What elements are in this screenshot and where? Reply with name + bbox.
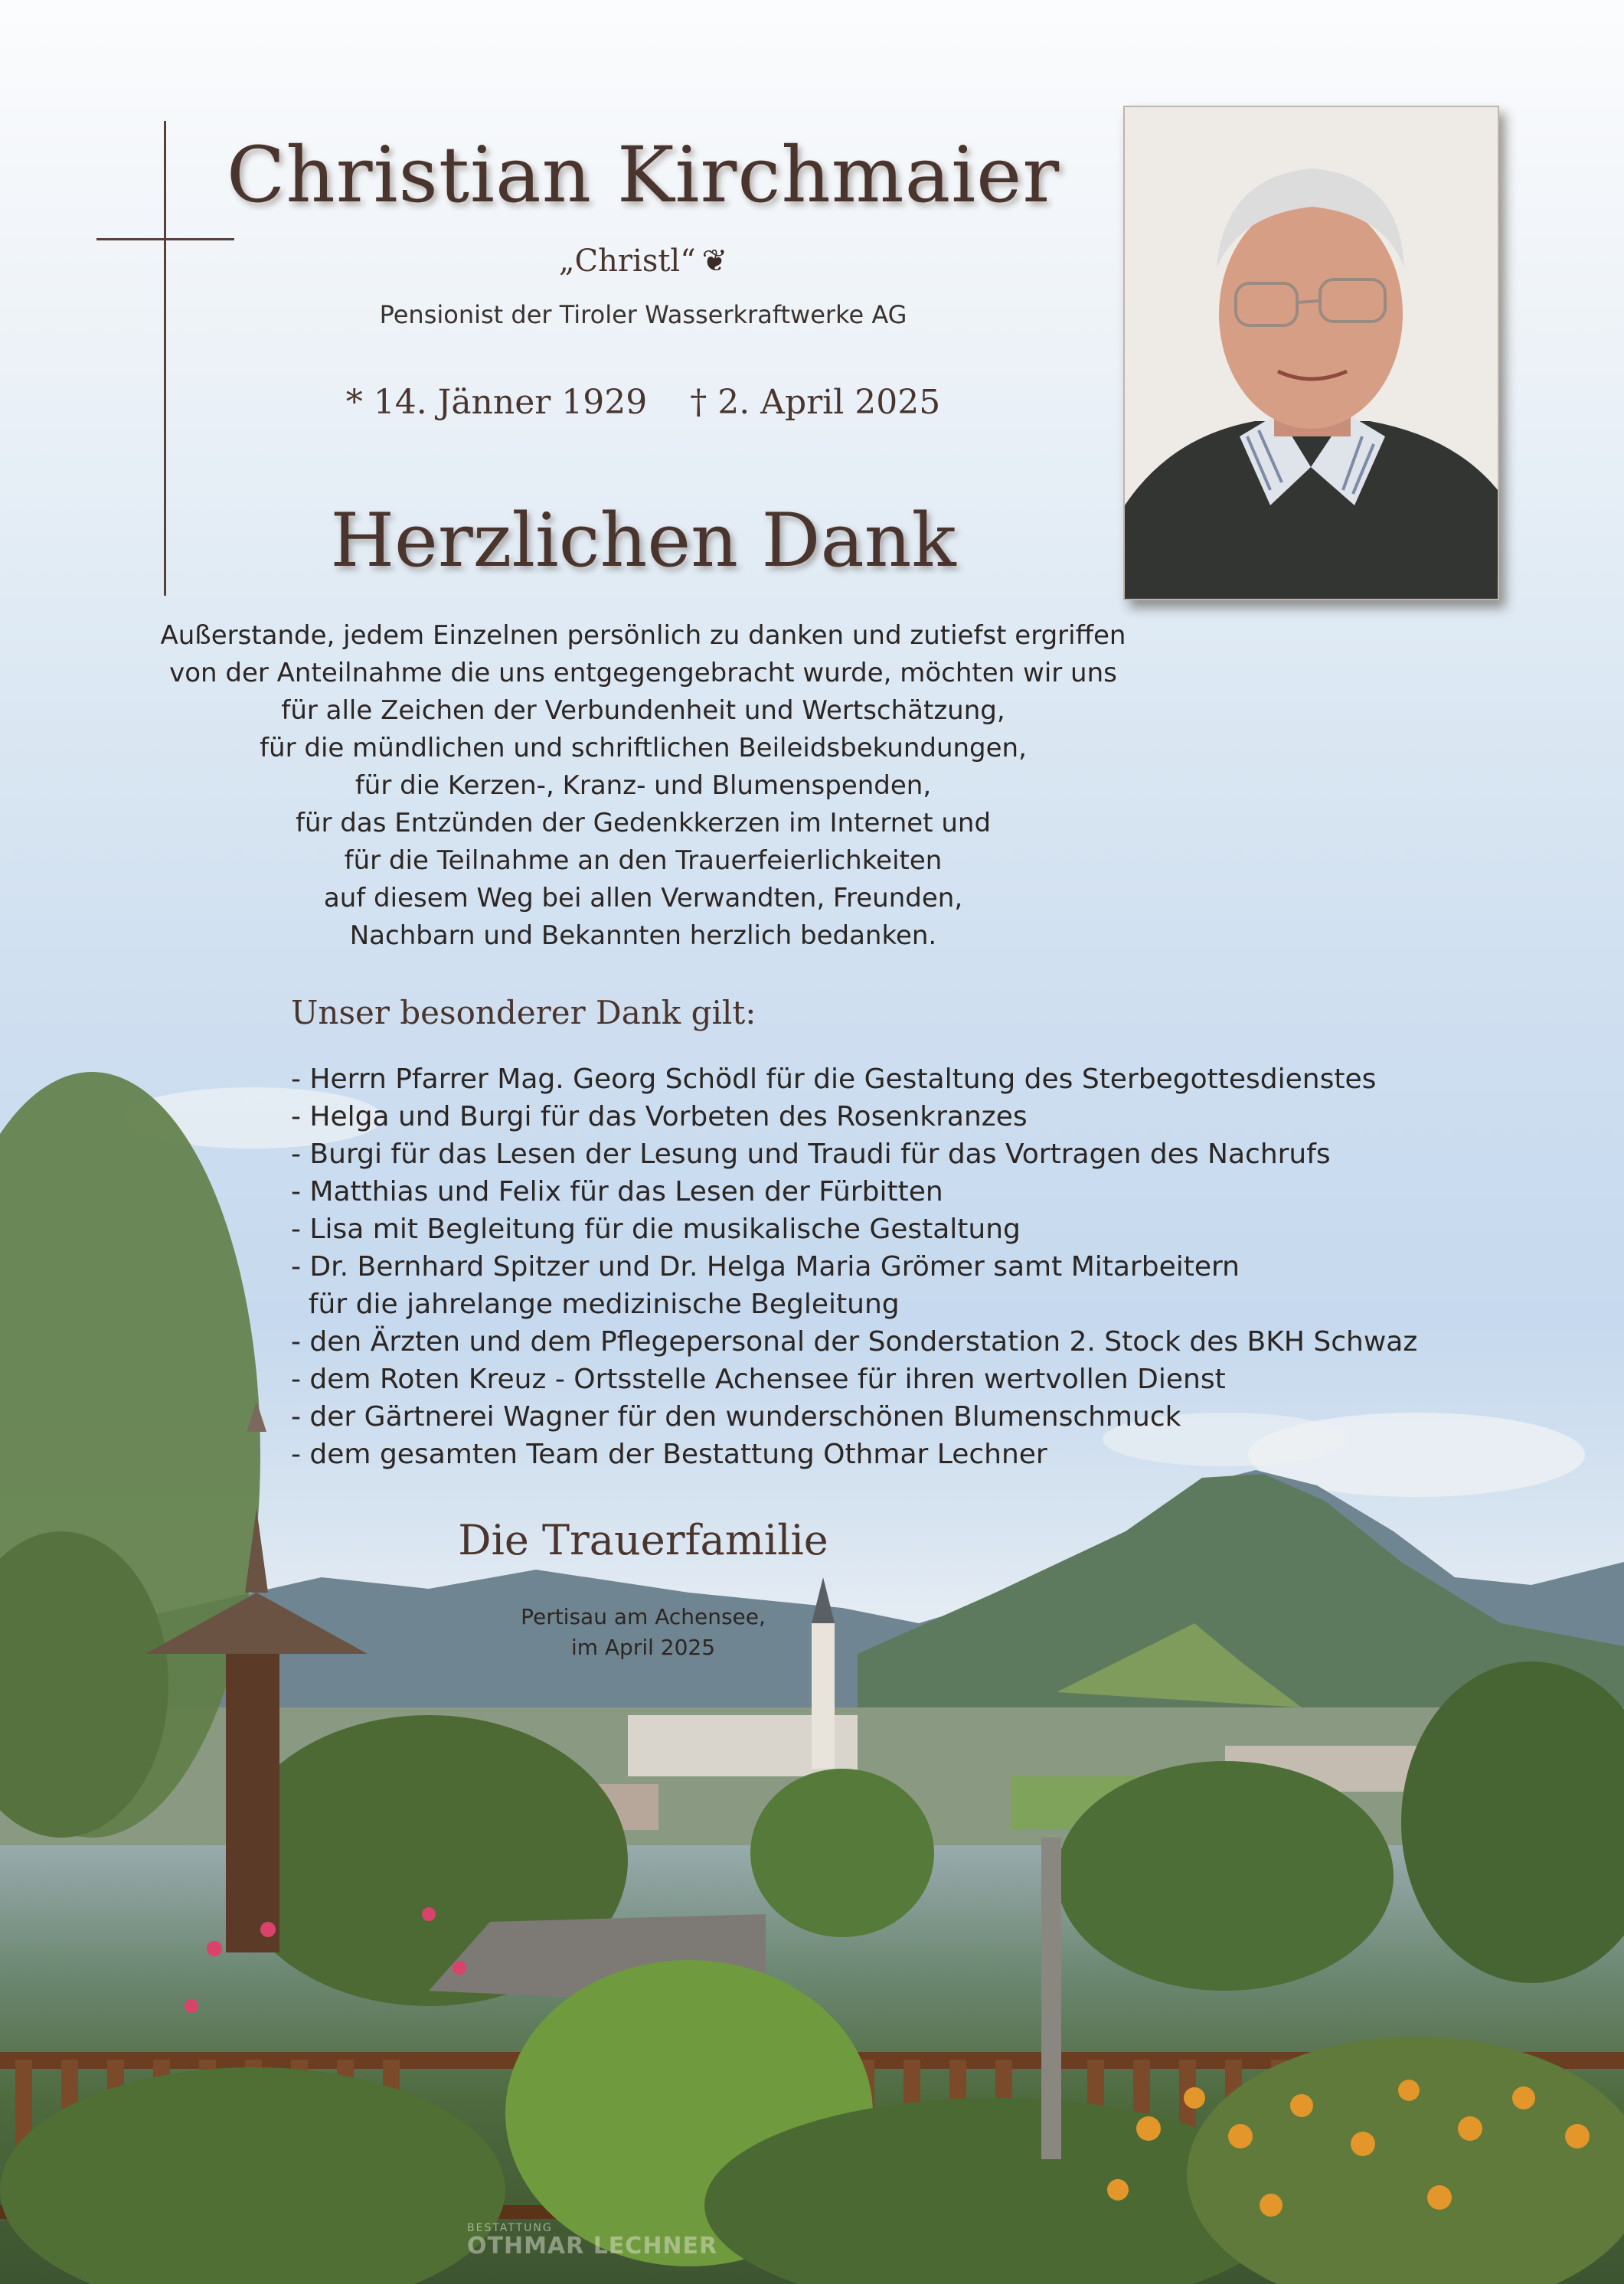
funeral-home-footer <box>214 2222 949 2260</box>
occupation: Pensionist der Tiroler Wasserkraftwerke AG <box>379 300 907 329</box>
portrait-illustration <box>1125 107 1498 599</box>
list-item: - Lisa mit Begleitung für die musikalische Gestaltung <box>291 1214 1021 1245</box>
intro-line: auf diesem Weg bei allen Verwandten, Freunden, <box>323 883 963 913</box>
intro-line: für alle Zeichen der Verbundenheit und Wertschätzung, <box>281 695 1005 726</box>
intro-line: für das Entzünden der Gedenkkerzen im Internet und <box>295 808 992 838</box>
deceased-name: Christian Kirchmaier <box>226 130 1060 220</box>
thanks-heading: Herzlichen Dank <box>330 498 956 583</box>
place-date <box>459 1602 827 1663</box>
special-thanks-list <box>291 1060 1485 1473</box>
intro-line: Nachbarn und Bekannten herzlich bedanken. <box>349 920 937 951</box>
list-item: - Dr. Bernhard Spitzer und Dr. Helga Maria Grömer samt Mitarbeitern <box>291 1251 1240 1283</box>
life-dates: * 14. Jänner 1929 † 2. April 2025 <box>345 383 941 422</box>
list-item: - dem gesamten Team der Bestattung Othmar Lechner <box>291 1439 1047 1470</box>
date-line: im April 2025 <box>570 1635 716 1660</box>
footer-brand: OTHMAR LECHNER <box>467 2233 718 2259</box>
intro-line: für die Kerzen-, Kranz- und Blumenspenden, <box>355 770 932 801</box>
footer-brand-top: BESTATTUNG <box>467 2222 553 2234</box>
list-item: - Burgi für das Lesen der Lesung und Traudi für das Vortragen des Nachrufs <box>291 1139 1331 1170</box>
list-item: - Helga und Burgi für das Vorbeten des Rosenkranzes <box>291 1101 1028 1132</box>
special-thanks-heading: Unser besonderer Dank gilt: <box>291 994 756 1031</box>
cross-vertical-line <box>164 121 166 596</box>
place-line: Pertisau am Achensee, <box>521 1604 766 1629</box>
list-item: - Herrn Pfarrer Mag. Georg Schödl für die Gestaltung des Sterbegottesdienstes <box>291 1064 1377 1095</box>
nickname <box>459 243 827 279</box>
list-item: - den Ärzten und dem Pflegepersonal der Sonderstation 2. Stock des BKH Schwaz <box>291 1326 1418 1358</box>
rose-icon: ❦ <box>701 243 728 279</box>
thanks-paragraph <box>145 617 1141 955</box>
intro-line: von der Anteilnahme die uns entgegengebracht wurde, möchten wir uns <box>169 658 1117 688</box>
nickname-text: „Christl“ <box>558 243 696 279</box>
list-item: - der Gärtnerei Wagner für den wunderschönen Blumenschmuck <box>291 1401 1181 1433</box>
intro-line: Außerstande, jedem Einzelnen persönlich zu danken und zutiefst ergriffen <box>160 620 1126 651</box>
portrait-photo <box>1123 106 1499 600</box>
list-item: - Matthias und Felix für das Lesen der Fürbitten <box>291 1176 943 1207</box>
list-item: für die jahrelange medizinische Begleitung <box>291 1289 900 1320</box>
intro-line: für die mündlichen und schriftlichen Beileidsbekundungen, <box>260 733 1027 763</box>
cross-horizontal-line <box>96 238 234 240</box>
list-item: - dem Roten Kreuz - Ortsstelle Achensee für ihren wertvollen Dienst <box>291 1364 1226 1395</box>
intro-line: für die Teilnahme an den Trauerfeierlichkeiten <box>344 845 943 876</box>
family-signature: Die Trauerfamilie <box>458 1516 828 1564</box>
